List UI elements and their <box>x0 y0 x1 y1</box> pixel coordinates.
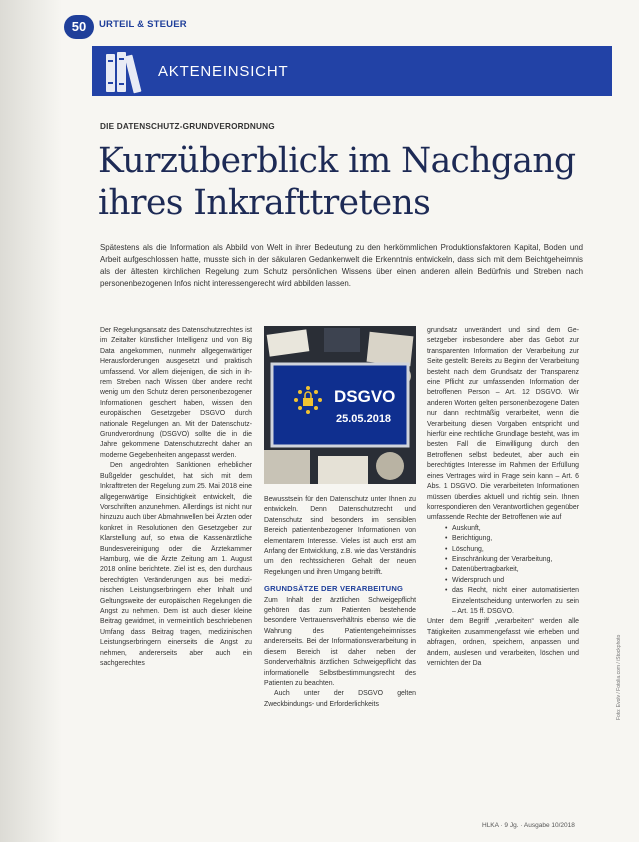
paragraph: Bewusstsein für den Datenschutz unter Ihnen zu entwickeln. Denn Datenschutzrecht und Datenschutz sind besonders im sensiblen Bereich patientenbezogener Informationen von elementarem Interesse. Vieles ist auch erst am Anfang der Entwicklung, z.B. wie das Verständnis um den rechtssicheren Gehalt der neuen Regelungen und ihren Umgang betrifft. <box>264 496 416 576</box>
section-subheading: GRUNDSÄTZE DER VERARBEITUNG <box>264 584 404 594</box>
text-column-2 <box>264 495 416 710</box>
rights-list <box>427 524 579 618</box>
article-headline <box>98 140 618 224</box>
list-item: • das Recht, nicht einer automatisierten Einzelentscheidung unterworfen zu sein – Art. 15 ff. DSGVO. <box>445 586 579 617</box>
rubric-title: AKTENEINSICHT <box>158 63 289 80</box>
list-item: • Einschränkung der Verarbeitung, <box>445 555 579 565</box>
list-item: • Auskunft, <box>445 524 579 534</box>
dsgvo-illustration <box>264 326 416 484</box>
list-item: • Berichtigung, <box>445 534 579 544</box>
headline-line-2: ihres Inkrafttretens <box>98 183 431 223</box>
list-item: • Datenübertragbarkeit, <box>445 565 579 575</box>
paragraph: Den angedrohten Sanktionen erheblicher Bußgelder geschuldet, hat sich mit dem Inkrafttreten der Regelung zum 25. Mai 2018 eine allgegenwärtige Einsichtigkeit entwickelt, die Vorschriften anzunehmen. Allerdings ist nicht nur hinzuzu auch über Abmahnwellen bei Ärzten oder konkret in Resolutionen den Gesetzgeber zur Klarstellung auf, so etwa die Kassenärztliche Bundesvereinigung oder die Ärztekammer Hamburg, wie die Ärzte Zeitung am 1. August 2018 online berichtete. Ziel ist es, den durchaus berechtigten Veränderungen aus bei medizinischen Leistungserbringern eher Inhalt und Geltungsweite der europäischen Regelungen die Angst zu nehmen. Dem ist auch dieser kleine Beitrag gewidmet, in vermeintlich beschriebenen Umfang dass Beitrag tragen, medizinischen Leistungserbringern einerseits die Angst zu nehmen, andererseits aber auch ein sachgerechtes <box>100 462 252 667</box>
dsgvo-date-text: 25.05.2018 <box>336 413 392 425</box>
paragraph: grundsatz unverändert und sind dem Gesetzgeber insbesondere aber das Gebot zur transparenten Information der Verarbeitung zur Seite gestellt: Bereits zu Beginn der Verarbeitung besteht nach dem Grundsatz der Transparenz eine Pflicht zur umfassenden Information der betroffenen Person – Art. 12 DSGVO. Wir anderen Worten gelten personenbezogene Daten nur dann rechtmäßig verarbeitet, wenn die Verarbeitung diesen Vorgaben entspricht und hierfür eine rechtliche Grundlage besteht, was im besten Fall die Einwilligung durch den Betroffenen selbst bedeutet, aber auch ein berechtigtes Interesse im Rahmen der Erfüllung eines Vertrages wird in Frage sein kann – Art. 6 Abs. 1 DSGVO. Die verarbeiteten Informationen müssen überdies aktuell und richtig sein. Ihnen korrespondieren den Verantwortlichen gegenüber umfassende Rechte der Betroffenen wie auf <box>427 327 579 522</box>
page-footer: HLKA · 9 Jg. · Ausgabe 10/2018 <box>482 822 575 829</box>
paragraph: Zum Inhalt der ärztlichen Schweigepflicht gehören das zum Patienten bestehende besondere Vertrauensverhältnis ebenso wie die Wahrung des Patientengeheimnisses andererseits. Bei der Informationsverarbeitung in diesem Bereich ist daher neben der Sonderverhältnis ärztlichen Schweigepflicht das informationelle Selbstbestimmungsrecht des Patienten zu beachten. <box>264 596 416 687</box>
headline-line-1: Kurzüberblick im Nachgang <box>98 141 576 181</box>
books-icon <box>104 50 142 94</box>
paragraph: Unter dem Begriff „verarbeiten“ werden alle Tätigkeiten zusammengefasst wie erheben und abfragen, ordnen, speichern, anpassen und ändern, auslesen und verarbeiten, löschen und vernichten der Da <box>427 618 579 667</box>
list-item: • Widerspruch und <box>445 576 579 586</box>
text-column-3 <box>427 326 579 669</box>
text-column-1 <box>100 326 252 669</box>
photo-credit: Foto: Evolv / Fotolia.com / iStockphoto <box>616 634 622 720</box>
page-number-badge: 50 <box>64 15 94 39</box>
list-item: • Löschung, <box>445 545 579 555</box>
dsgvo-text: DSGVO <box>334 387 396 406</box>
dsgvo-photo <box>264 326 416 484</box>
article-kicker: DIE DATENSCHUTZ-GRUNDVERORDNUNG <box>100 122 275 131</box>
article-lead: Spätestens als die Information als Abbild von Welt in ihrer Bedeutung zu den herkömmlichen Produktionsfaktoren Kapital, Boden und Arbeit aufgeschlossen hatte, musste sich in der säkularen Gedankenwelt die Erkenntnis entwickeln, dass sich mit dem Beichtgeheimnis als der ältesten kirchlichen Regelung zum Schutz persönlichen Wissens über einen anderen allein Bedürfnis und Streben nach personenbezogenen Infos nicht interessengerecht wird abbilden lassen. <box>100 243 583 288</box>
paragraph: Auch unter der DSGVO gelten Zweckbindungs- und Erforderlichkeits <box>264 690 416 708</box>
section-label: URTEIL & STEUER <box>99 19 187 30</box>
page-gutter <box>0 0 62 842</box>
paragraph: Der Regelungsansatz des Datenschutzrechtes ist im Zeitalter künstlicher Intelligenz und von Big Data angekommen, nunmehr allgegenwärtiger Herausforderungen ausgesetzt und praktisch umfassend. Vor allem diejenigen, die sich in ihrem Streben nach Wissen über andere recht wenig um den Schutz deren personenbezogener Informationen geschert haben, wissen den europäischen Gesetzgeber DSGVO durch nationale Regelungen an. Mit der Datenschutz-Grundverordnung (DSGVO) sollte die in die Jahre gekommene Datenschutzrecht daher an moderne Gegebenheiten angepasst werden. <box>100 327 252 459</box>
